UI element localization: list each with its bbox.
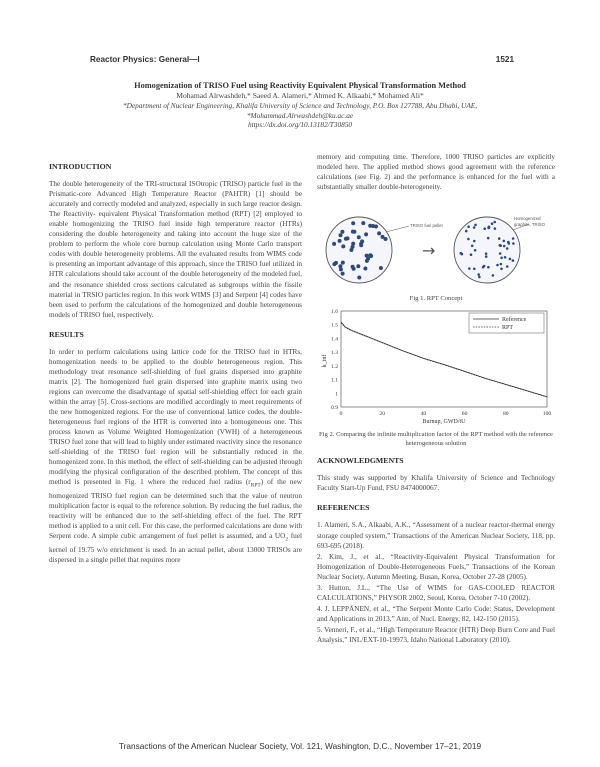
paper-title: Homogenization of TRISO Fuel using Reactivity Equivalent Physical Transformation Method bbox=[134, 81, 466, 90]
x-tick-label: 40 bbox=[420, 411, 427, 418]
y-tick-label: 1 bbox=[335, 391, 338, 398]
triso-particle bbox=[356, 264, 360, 268]
affiliation: *Department of Nuclear Engineering, Khalifa University of Science and Technology, P.O. Box 127788, Abu Dhabi, UAE, bbox=[122, 101, 478, 110]
triso-particle bbox=[371, 224, 375, 228]
triso-particle bbox=[351, 245, 355, 249]
triso-particle bbox=[478, 276, 481, 279]
y-tick-label: 1.4 bbox=[331, 336, 338, 343]
triso-particle bbox=[352, 267, 356, 271]
triso-particle bbox=[461, 253, 464, 256]
triso-particle bbox=[500, 268, 503, 271]
triso-particle bbox=[487, 266, 490, 269]
x-tick-label: 20 bbox=[379, 411, 385, 418]
y-tick-label: 1.2 bbox=[331, 364, 338, 371]
ack-heading: ACKNOWLEDGMENTS bbox=[317, 456, 404, 466]
triso-particle bbox=[351, 221, 355, 225]
triso-particle bbox=[508, 242, 511, 245]
uo2-subscript: 2 bbox=[285, 536, 289, 543]
triso-particle bbox=[473, 240, 476, 243]
fig1-rpt-concept bbox=[317, 208, 555, 288]
triso-particle bbox=[494, 227, 497, 230]
fig2-caption: Fig 2. Comparing the infinite multiplication factor of the RPT method with the reference heterogeneous solution bbox=[319, 431, 553, 448]
triso-particle bbox=[332, 262, 336, 266]
triso-particle bbox=[357, 276, 361, 280]
triso-particle bbox=[493, 221, 496, 224]
legend-rpt-label: RPT bbox=[502, 325, 514, 332]
page-number: 1521 bbox=[495, 55, 514, 64]
triso-particle bbox=[339, 233, 343, 237]
running-header-section: Reactor Physics: General—I bbox=[90, 55, 200, 64]
triso-particle bbox=[512, 242, 515, 245]
fig2-kinf-chart bbox=[317, 307, 555, 425]
triso-particle bbox=[341, 272, 345, 276]
triso-particle bbox=[503, 245, 506, 248]
triso-particle bbox=[512, 259, 515, 262]
triso-particle bbox=[379, 266, 383, 270]
triso-particle bbox=[503, 240, 506, 243]
triso-particle bbox=[487, 237, 490, 240]
triso-particle bbox=[468, 267, 471, 270]
triso-particle bbox=[482, 266, 485, 269]
triso-particle bbox=[506, 265, 509, 268]
x-tick-label: 80 bbox=[503, 411, 509, 418]
fig1-caption: Fig 1. RPT Concept bbox=[409, 295, 463, 303]
results-paragraph bbox=[49, 347, 302, 565]
fig1-label-right-2: graphite, TRISO bbox=[514, 222, 545, 228]
x-tick-label: 60 bbox=[461, 411, 468, 418]
x-tick-label: 0 bbox=[339, 411, 343, 418]
triso-particle bbox=[500, 263, 503, 266]
results-text-1: In order to perform calculations using lattice code for the TRISO fuel in HTRs, homogenization needs to be applied to the double heterogeneous region. This methodology treat resonance self-shielding of fuel grains dispersed into graphite matrix [2]. The homogenized fuel grain dispersed into graphite matrix using two regions can overcome the disadvantage of spatial self-shielding effect for each grain within the array [5]. Cross-sections are modified accordingly to meet requirements of the new homogenized regions. For the use of conventional lattice codes, the double-heterogeneous fuel regions of the HTR is converted into a homogeneous one. This process known as Volume Weighted Homogenization (VWH) of a heterogeneous TRISO fuel zone that will lead to highly under estimated reactivity since the resonance self-shielding of the TRISO fuel region will be substantially reduced in the homogenized zone. In this method, the effect of self-shielding can be adjusted through modifying the physical configuration of the described problem. The concept of this method is presented in Fig. 1 where the reduced fuel radius (r bbox=[49, 347, 302, 487]
triso-particle bbox=[477, 273, 480, 276]
triso-particle bbox=[361, 221, 365, 225]
author-list: Mohamad Alrwashdeh,* Saeed A. Alameri,* Ahmed K. Alkaabi,* Mohamed Ali* bbox=[176, 91, 424, 100]
arrow-icon: → bbox=[422, 241, 436, 261]
reference-item: 4. J. LEPPÄNEN, et al., “The Serpent Monte Carlo Code: Status, Development and Applications in 2013,” Ann. of Nucl. Energy, 82, 142-150 (2015). bbox=[317, 604, 555, 623]
triso-pellet-diagram bbox=[326, 217, 392, 283]
results-continued-paragraph: memory and computing time. Therefore, 1000 TRISO particles are explicitly modeled here. The applied method shows good agreement with the reference calculations (see Fig. 2) and the performance is enhanced for the fuel with a substantially smaller double-heterogeneity. bbox=[317, 153, 555, 192]
y-tick-label: 1.1 bbox=[331, 377, 338, 384]
triso-particle bbox=[368, 253, 372, 257]
triso-particle bbox=[341, 245, 345, 249]
triso-particle bbox=[488, 226, 491, 229]
triso-particle bbox=[499, 252, 502, 255]
triso-particle bbox=[485, 253, 488, 256]
triso-particle bbox=[340, 230, 344, 234]
triso-particle bbox=[504, 256, 507, 259]
doi-link[interactable]: https://dx.doi.org/10.13182/T30850 bbox=[247, 120, 353, 129]
fig1-label-left: TRISO fuel pellet bbox=[410, 223, 443, 229]
series-line-rpt bbox=[341, 323, 547, 397]
triso-particle bbox=[384, 237, 388, 241]
homogenized-pellet-diagram bbox=[454, 217, 520, 283]
triso-particle bbox=[338, 264, 342, 268]
triso-particle bbox=[338, 239, 342, 243]
y-axis-label: k_inf bbox=[322, 354, 328, 368]
triso-particle bbox=[492, 274, 495, 277]
triso-particle bbox=[465, 230, 468, 233]
triso-particle bbox=[471, 245, 474, 248]
results-heading: RESULTS bbox=[49, 329, 84, 339]
triso-particle bbox=[509, 258, 512, 261]
title-block bbox=[0, 80, 600, 130]
ref-heading: REFERENCES bbox=[317, 503, 370, 513]
triso-particle bbox=[499, 245, 502, 248]
legend-reference-label: Reference bbox=[502, 317, 527, 324]
triso-particle bbox=[377, 232, 381, 236]
y-tick-label: 0.9 bbox=[331, 405, 338, 412]
fig1-label-right-1: Homogenized bbox=[514, 216, 541, 222]
results-text-2: ) of the new homogenized TRISO fuel region can be determined such that the value of neutron multiplication factor is equal to the reference solution. By reducing the fuel radius, the reactivity will be enhanced due to the self-shielding effect of the fuel. The RPT method is applied to a unit cell. For this case, the performed calculations are done with Serpent code. A simple cubic arrangement of fuel pellet is assumed, and a UO bbox=[49, 478, 302, 541]
triso-particle bbox=[496, 264, 499, 267]
triso-particle bbox=[474, 249, 477, 252]
triso-particle bbox=[467, 226, 470, 229]
triso-particle bbox=[363, 267, 367, 271]
triso-particle bbox=[341, 261, 345, 265]
triso-particle bbox=[485, 255, 488, 258]
triso-particle bbox=[470, 254, 473, 257]
intro-heading: INTRODUCTION bbox=[49, 162, 112, 171]
triso-particle bbox=[352, 230, 356, 234]
y-tick-label: 1.3 bbox=[331, 350, 338, 357]
ack-text: This study was supported by Khalifa University of Science and Technology Faculty Start-Up Fund, FSU 8474000067. bbox=[317, 474, 555, 493]
triso-particle bbox=[332, 242, 336, 246]
triso-particle bbox=[344, 237, 348, 241]
triso-particle bbox=[359, 243, 363, 247]
reference-item: 5. Venneri, F., et al., “High Temperature Reactor (HTR) Deep Burn Core and Fuel Analysis,” INL/EXT-10-19973, Idaho National Laboratory (2010). bbox=[317, 625, 555, 644]
triso-particle bbox=[473, 268, 476, 271]
left-column bbox=[49, 160, 302, 575]
page-footer: Transactions of the American Nuclear Society, Vol. 121, Washington, D.C., November 17–21, 2019 bbox=[118, 741, 482, 751]
results-text-3: fuel kernel of 19.75 w/o enrichment is used. In an actual pellet, about 13000 TRISOs are dispersed in a single pellet that requires more bbox=[49, 532, 302, 564]
reference-item: 1. Alameri, S.A., Alkaabi, A.K., “Assessment of a nuclear reactor-thermal energy storage coupled system,” Transactions of the American Nuclear Society, 118, pp. 693-695 (2018). bbox=[317, 521, 555, 550]
reference-list bbox=[317, 520, 555, 645]
triso-particle bbox=[467, 238, 470, 241]
triso-particle bbox=[351, 242, 355, 246]
triso-particle bbox=[357, 235, 361, 239]
reference-item: 2. Kim, J., et al., “Reactivity-Equivalent Physical Transformation for Homogenization of Double-Heterogeneous Fuels,” Transactions of the Korean Nuclear Society, Autumn Meeting, Busan, Korea, October 27-28 (2005). bbox=[317, 552, 555, 581]
y-tick-label: 1.5 bbox=[331, 322, 338, 329]
triso-particle bbox=[364, 233, 368, 237]
reference-item: 3. Hutton, J.L., “The Use of WIMS for GAS-COOLED REACTOR CALCULATIONS,” PHYSOR 2002, Seoul, Korea, October 7-10 (2002). bbox=[317, 583, 555, 602]
triso-particle bbox=[366, 257, 370, 261]
author-email[interactable]: *Mohammad.Alrwashdeh@ku.ac.ae bbox=[246, 110, 354, 120]
triso-particle bbox=[473, 226, 476, 229]
right-column bbox=[317, 153, 555, 646]
x-axis-label: Burnup, GWD/tU bbox=[422, 419, 466, 426]
y-tick-label: 1.6 bbox=[331, 309, 338, 316]
rpt-subscript: RPT bbox=[250, 482, 261, 489]
triso-particle bbox=[474, 224, 477, 227]
triso-particle bbox=[500, 257, 503, 260]
x-tick-label: 100 bbox=[542, 411, 552, 418]
triso-particle bbox=[483, 228, 486, 231]
triso-particle bbox=[512, 237, 515, 240]
intro-paragraph: The double heterogeneity of the TRI-structural ISOtropic (TRISO) particle fuel in the Prismatic-core Advanced High Temperature Reactor (PAHTR) [1] should be accurately and correctly modeled and analyzed, especially in such large reactor design. The Reactivity- equivalent Physical Transformation method (RPT) [2] employed to enable homogenizing the TRISO fuel inside high temperature reactor (HTRs) considering the double heterogeneity and taking into account the huge size of the problem to perform the whole core burnup calculation using Monte Carlo transport codes with double heterogeneity problems. All the evaluated results from WIMS code is presenting an important advantage of this approach, since the TRISO fuel utilized in HTR calculations should take account of the double heterogeneity of the modeled fuel, and the resonance shielded cross sections calculated as subgroups within the fissile material in TRSIO particles region. In this work WIMS [3] and Serpent [4] codes have been used to perform the calculations of the homogenized and double heterogeneous models of TRISO fuel, respectively. bbox=[49, 180, 302, 319]
triso-particle bbox=[498, 237, 501, 240]
triso-particle bbox=[491, 223, 494, 226]
triso-particle bbox=[506, 247, 509, 250]
